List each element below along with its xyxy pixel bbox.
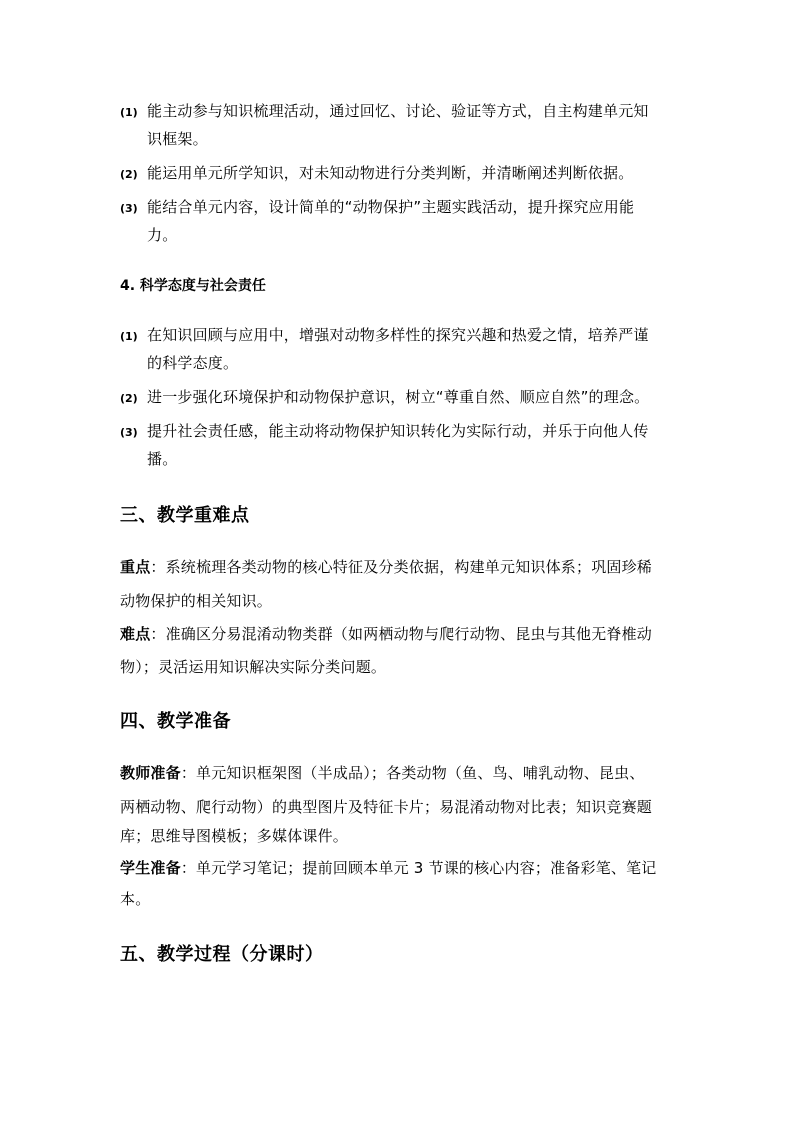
student-prep-paragraph — [120, 861, 657, 876]
list-number: (1) — [120, 106, 138, 119]
list-item-text: 识框架。 — [147, 130, 208, 148]
list-item-text: 播。 — [147, 450, 178, 468]
teacher-prep-text: ：单元知识框架图（半成品）；各类动物（鱼、鸟、哺乳动物、昆虫、 — [180, 764, 645, 782]
key-text: ：系统梳理各类动物的核心特征及分类依据，构建单元知识体系；巩固珍稀 — [150, 558, 653, 576]
teacher-prep-text-continued: 两栖动物、爬行动物）的典型图片及特征卡片；易混淆动物对比表；知识竞赛题 — [120, 798, 653, 816]
difficulty-text-continued: 物）；灵活运用知识解决实际分类问题。 — [120, 658, 387, 676]
list-item-text: 在知识回顾与应用中，增强对动物多样性的探究兴趣和热爱之情，培养严谨 — [147, 326, 649, 344]
subsection-title: 4. 科学态度与社会责任 — [120, 278, 266, 294]
teacher-prep-label: 教师准备 — [120, 764, 181, 782]
list-number: (2) — [120, 168, 138, 181]
teacher-prep-paragraph — [120, 766, 645, 781]
list-number: (2) — [120, 392, 138, 405]
key-text-continued: 动物保护的相关知识。 — [120, 592, 273, 610]
key-point-paragraph — [120, 560, 652, 575]
difficulty-paragraph — [120, 627, 652, 642]
section-heading: 三、教学重难点 — [120, 505, 250, 526]
section-heading: 五、教学过程（分课时） — [120, 944, 324, 965]
list-number: (3) — [120, 426, 138, 439]
list-item-text: 进一步强化环境保护和动物保护意识，树立“尊重自然、顺应自然”的理念。 — [147, 388, 650, 406]
list-number: (1) — [120, 330, 138, 343]
student-prep-text-continued: 本。 — [120, 890, 151, 908]
list-item-text: 提升社会责任感，能主动将动物保护知识转化为实际行动，并乐于向他人传 — [147, 422, 649, 440]
teacher-prep-text-continued: 库；思维导图模板；多媒体课件。 — [120, 827, 349, 845]
section-heading: 四、教学准备 — [120, 711, 231, 732]
list-item-text: 的科学态度。 — [147, 354, 239, 372]
key-label: 重点 — [120, 558, 151, 576]
student-prep-label: 学生准备 — [120, 859, 181, 877]
student-prep-text: ：单元学习笔记；提前回顾本单元 3 节课的核心内容；准备彩笔、笔记 — [180, 859, 657, 877]
list-item-text: 能运用单元所学知识，对未知动物进行分类判断，并清晰阐述判断依据。 — [147, 164, 634, 182]
list-item-text: 力。 — [147, 226, 178, 244]
difficulty-label: 难点 — [120, 625, 151, 643]
list-item-text: 能结合单元内容，设计简单的“动物保护”主题实践活动，提升探究应用能 — [147, 198, 635, 216]
list-number: (3) — [120, 202, 138, 215]
difficulty-text: ：准确区分易混淆动物类群（如两栖动物与爬行动物、昆虫与其他无脊椎动 — [150, 625, 653, 643]
list-item-text: 能主动参与知识梳理活动，通过回忆、讨论、验证等方式，自主构建单元知 — [147, 102, 649, 120]
